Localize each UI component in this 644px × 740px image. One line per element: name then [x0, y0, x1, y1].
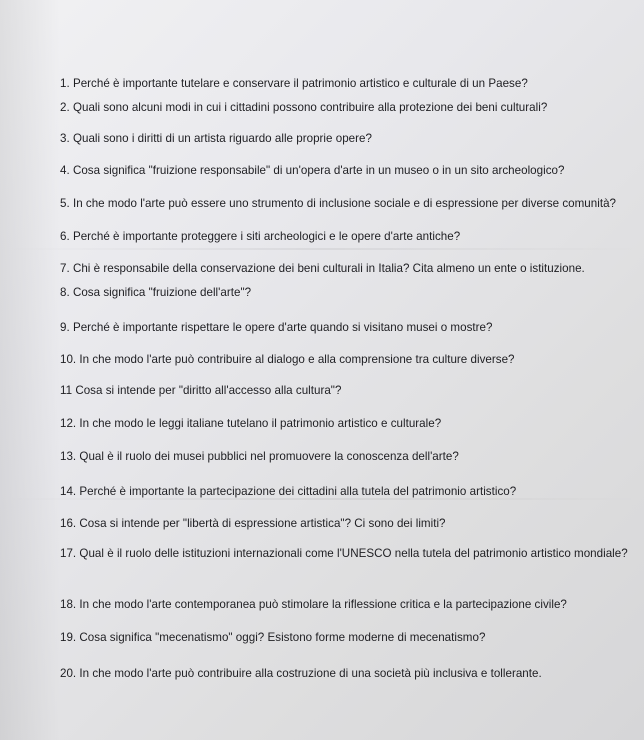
question-item: 17. Qual è il ruolo delle istituzioni internazionali come l'UNESCO nella tutela del patrimonio artistico mondiale?	[60, 547, 628, 560]
question-item: 7. Chi è responsabile della conservazione dei beni culturali in Italia? Cita almeno un ente o istituzione.	[60, 262, 585, 275]
question-item: 20. In che modo l'arte può contribuire alla costruzione di una società più inclusiva e tollerante.	[60, 667, 542, 680]
question-item: 13. Qual è il ruolo dei musei pubblici nel promuovere la conoscenza dell'arte?	[60, 450, 459, 463]
question-item: 19. Cosa significa "mecenatismo" oggi? Esistono forme moderne di mecenatismo?	[60, 631, 486, 644]
question-item: 9. Perché è importante rispettare le opere d'arte quando si visitano musei o mostre?	[60, 321, 493, 334]
question-item: 11 Cosa si intende per "diritto all'accesso alla cultura"?	[60, 384, 342, 397]
question-item: 8. Cosa significa "fruizione dell'arte"?	[60, 286, 252, 299]
question-item: 4. Cosa significa "fruizione responsabile" di un'opera d'arte in un museo o in un sito archeologico?	[60, 164, 565, 177]
paper-shadow	[0, 0, 60, 740]
question-item: 1. Perché è importante tutelare e conservare il patrimonio artistico e culturale di un Paese?	[60, 77, 528, 90]
question-item: 12. In che modo le leggi italiane tutelano il patrimonio artistico e culturale?	[60, 417, 442, 430]
paper-crease	[0, 248, 644, 250]
question-item: 6. Perché è importante proteggere i siti archeologici e le opere d'arte antiche?	[60, 230, 461, 243]
question-item: 5. In che modo l'arte può essere uno strumento di inclusione sociale e di espressione per diverse comunità?	[60, 197, 617, 210]
question-item: 16. Cosa si intende per "libertà di espressione artistica"? Ci sono dei limiti?	[60, 517, 446, 530]
question-item: 14. Perché è importante la partecipazione dei cittadini alla tutela del patrimonio artistico?	[60, 485, 517, 498]
question-item: 18. In che modo l'arte contemporanea può stimolare la riflessione critica e la partecipazione civile?	[60, 598, 567, 611]
question-item: 2. Quali sono alcuni modi in cui i cittadini possono contribuire alla protezione dei beni culturali?	[60, 101, 548, 114]
question-item: 10. In che modo l'arte può contribuire al dialogo e alla comprensione tra culture diverse?	[60, 353, 515, 366]
question-item: 3. Quali sono i diritti di un artista riguardo alle proprie opere?	[60, 132, 372, 145]
